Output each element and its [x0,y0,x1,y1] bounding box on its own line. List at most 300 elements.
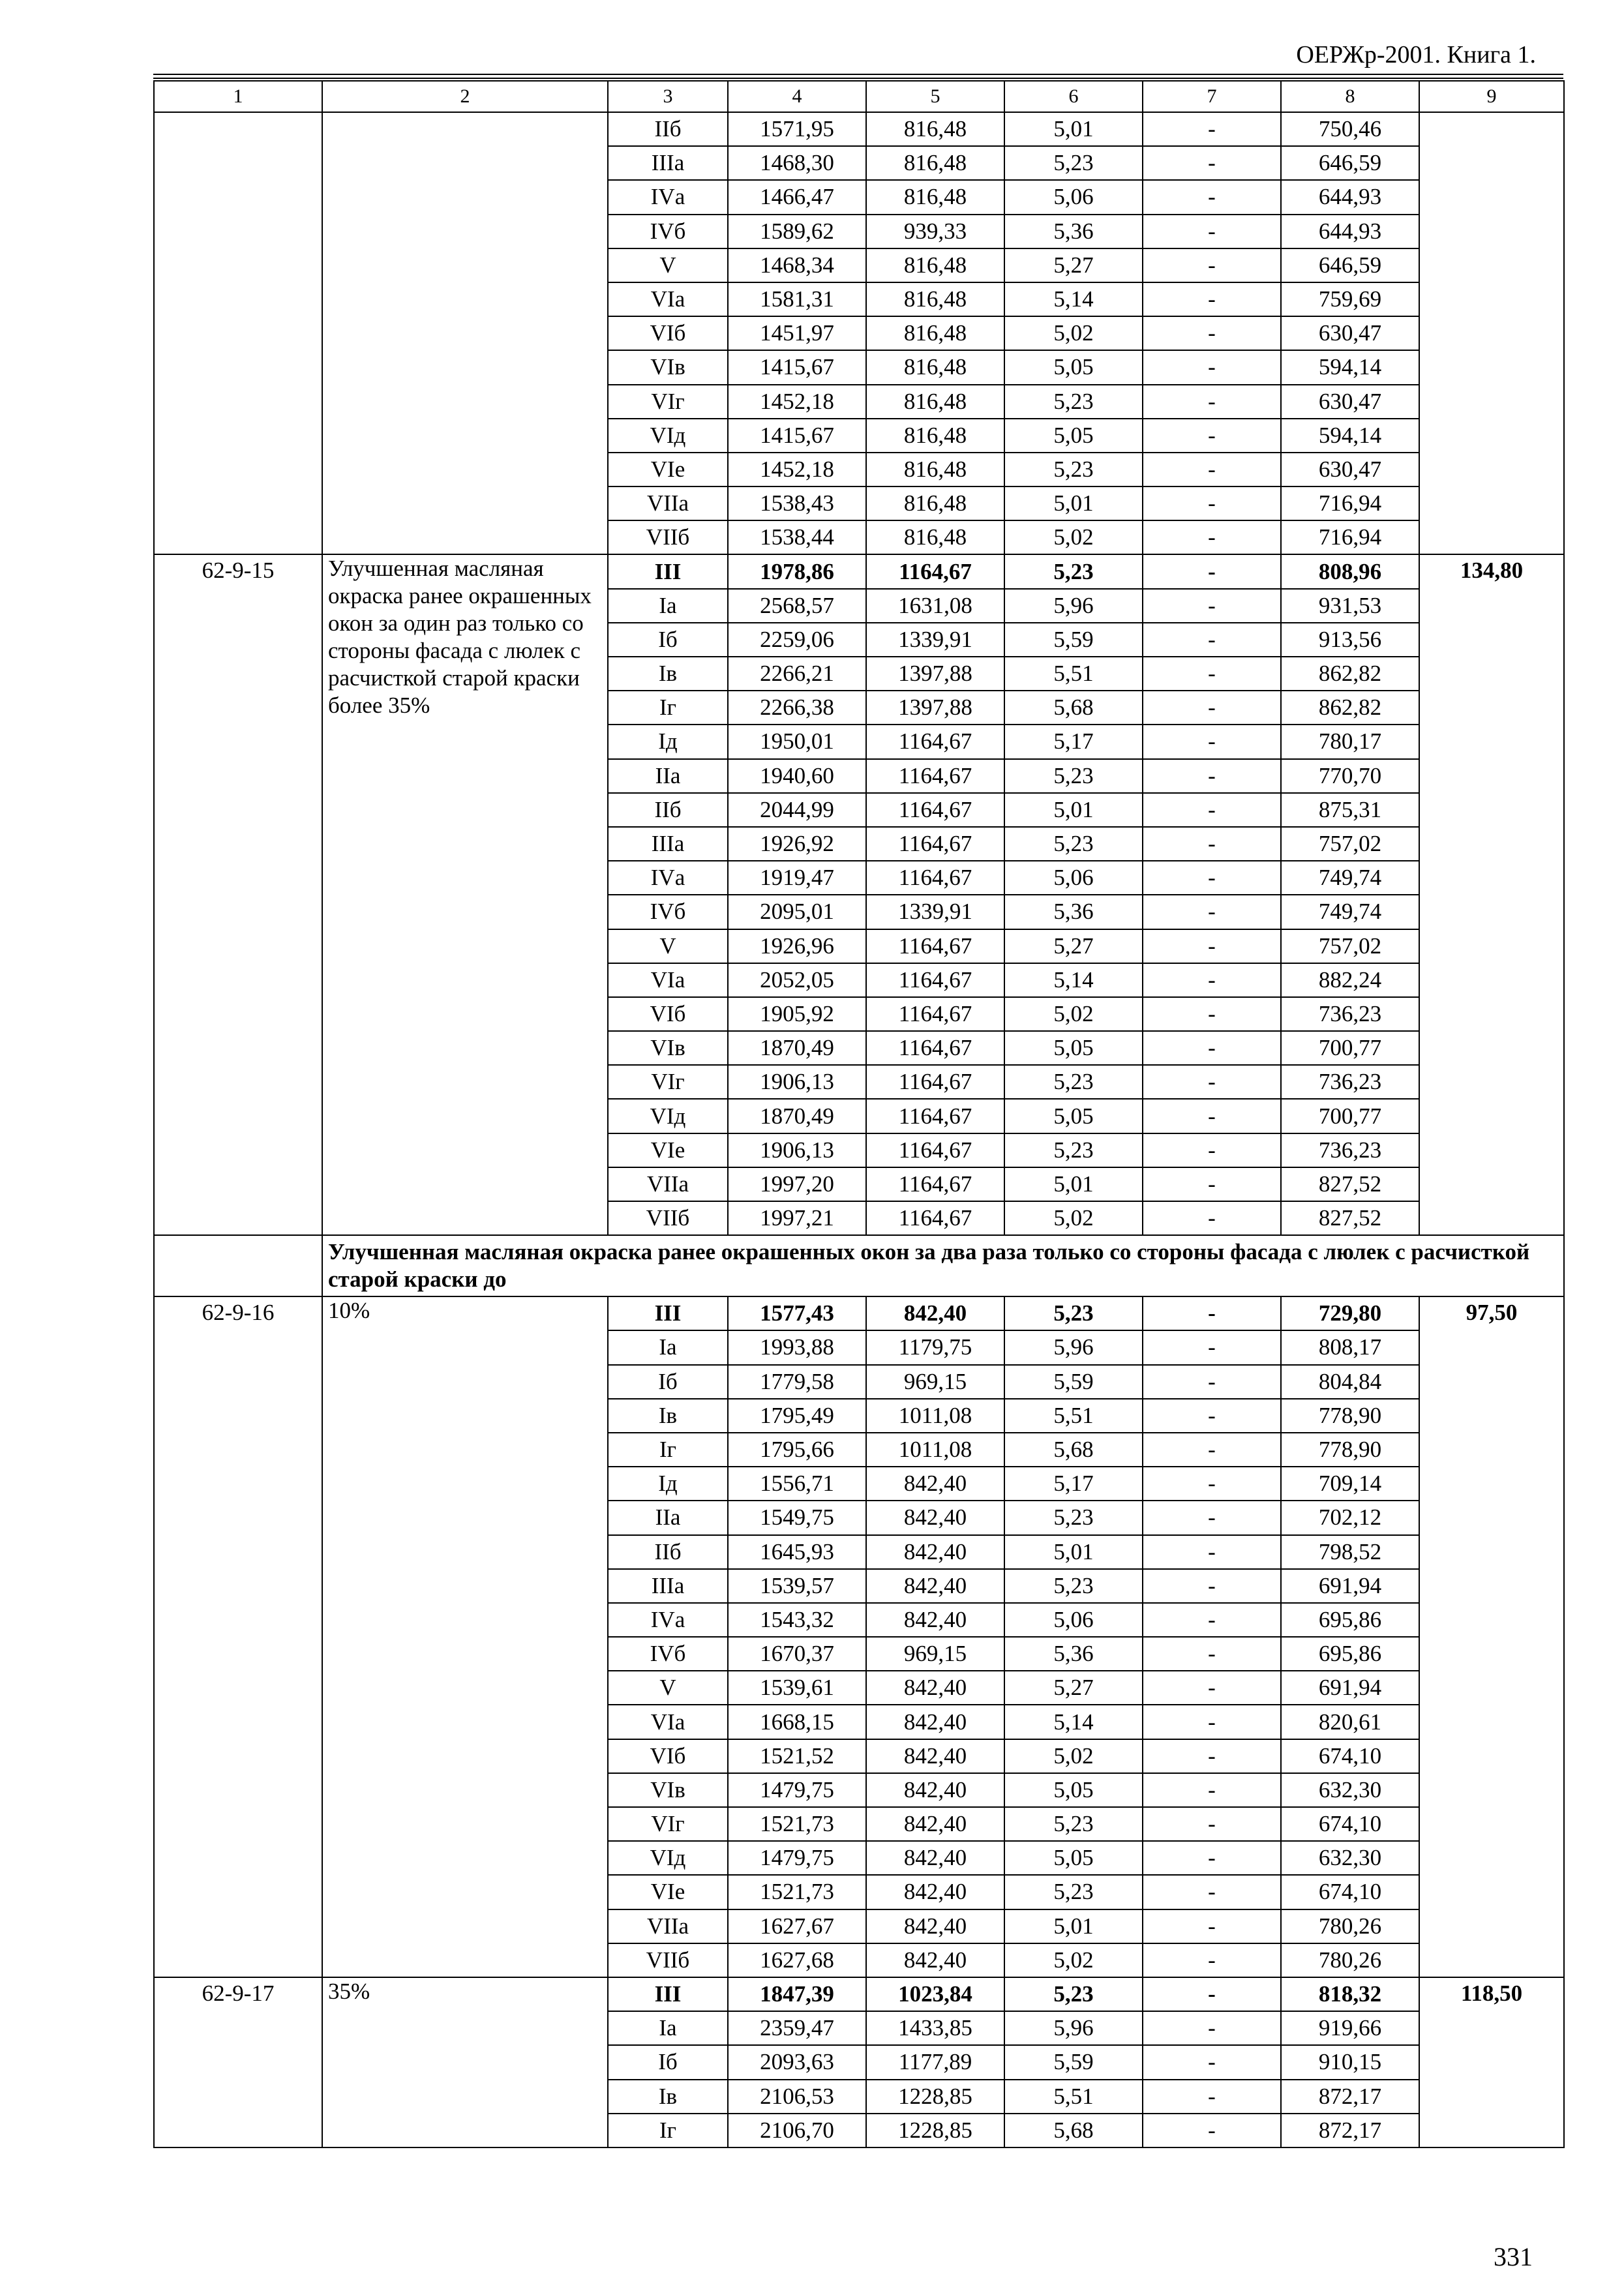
value-cell: 1589,62 [728,215,866,248]
value-cell: 1627,68 [728,1943,866,1977]
extra-cell: 118,50 [1419,1977,1564,2147]
zone-cell: VIIа [608,1909,728,1943]
value-cell: 1164,67 [866,1167,1004,1201]
value-cell: 816,48 [866,419,1004,453]
value-cell: 842,40 [866,1569,1004,1603]
value-cell: - [1143,827,1281,861]
value-cell: 1905,92 [728,997,866,1031]
value-cell: 816,48 [866,520,1004,554]
value-cell: 1228,85 [866,2114,1004,2147]
zone-cell: Iг [608,1433,728,1467]
zone-cell: IIб [608,112,728,146]
zone-cell: IVб [608,895,728,929]
value-cell: - [1143,1031,1281,1065]
value-cell: 1164,67 [866,827,1004,861]
value-cell: 816,48 [866,316,1004,350]
value-cell: - [1143,316,1281,350]
value-cell: - [1143,1875,1281,1909]
zone-cell: IIIа [608,146,728,180]
value-cell: 5,02 [1004,1943,1143,1977]
value-cell: 630,47 [1281,453,1419,486]
zone-cell: Iд [608,1467,728,1501]
value-cell: 1627,67 [728,1909,866,1943]
value-cell: 5,01 [1004,1909,1143,1943]
column-number: 1 [154,81,322,112]
value-cell: 1164,67 [866,963,1004,997]
value-cell: - [1143,2011,1281,2045]
section-title-row [154,1235,1564,1296]
value-cell: 702,12 [1281,1501,1419,1534]
value-cell: 862,82 [1281,657,1419,691]
value-cell: 1670,37 [728,1637,866,1671]
value-cell: 1164,67 [866,1099,1004,1133]
value-cell: - [1143,895,1281,929]
value-cell: 2568,57 [728,589,866,623]
page-header-title: ОЕРЖр-2001. Книга 1. [1296,41,1536,68]
value-cell: - [1143,589,1281,623]
value-cell: 1164,67 [866,861,1004,895]
value-cell: 2044,99 [728,793,866,827]
value-cell: 1164,67 [866,929,1004,963]
value-cell: 5,14 [1004,1705,1143,1739]
value-cell: 5,96 [1004,589,1143,623]
value-cell: 5,23 [1004,1133,1143,1167]
value-cell: 969,15 [866,1365,1004,1399]
value-cell: - [1143,1943,1281,1977]
zone-cell: VIб [608,316,728,350]
value-cell: 910,15 [1281,2045,1419,2079]
value-cell: - [1143,963,1281,997]
code-cell [154,112,322,554]
value-cell: 5,01 [1004,1167,1143,1201]
value-cell: 816,48 [866,282,1004,316]
value-cell: 1339,91 [866,623,1004,657]
value-cell: 1339,91 [866,895,1004,929]
value-cell: 1468,30 [728,146,866,180]
column-number: 3 [608,81,728,112]
value-cell: 5,06 [1004,861,1143,895]
value-cell: 750,46 [1281,112,1419,146]
value-cell: 5,96 [1004,1330,1143,1364]
value-cell: - [1143,1099,1281,1133]
zone-cell: VIIб [608,1943,728,1977]
value-cell: - [1143,997,1281,1031]
value-cell: 862,82 [1281,691,1419,725]
zone-cell: VIв [608,1031,728,1065]
value-cell: - [1143,112,1281,146]
blank-cell [154,1235,322,1296]
value-cell: 2359,47 [728,2011,866,2045]
value-cell: 842,40 [866,1501,1004,1534]
zone-cell: Iа [608,2011,728,2045]
zone-cell: VIг [608,385,728,419]
value-cell: 2266,21 [728,657,866,691]
value-cell: 1993,88 [728,1330,866,1364]
value-cell: 778,90 [1281,1433,1419,1467]
value-cell: - [1143,929,1281,963]
zone-cell: Iб [608,623,728,657]
value-cell: 842,40 [866,1807,1004,1841]
value-cell: 1978,86 [728,554,866,588]
value-cell: 2095,01 [728,895,866,929]
value-cell: 969,15 [866,1637,1004,1671]
value-cell: - [1143,691,1281,725]
value-cell: 5,51 [1004,1399,1143,1433]
value-cell: 1164,67 [866,1031,1004,1065]
value-cell: 695,86 [1281,1603,1419,1637]
value-cell: 5,23 [1004,1065,1143,1099]
value-cell: 1164,67 [866,725,1004,758]
value-cell: 872,17 [1281,2114,1419,2147]
value-cell: - [1143,657,1281,691]
value-cell: - [1143,1773,1281,1807]
value-cell: 5,23 [1004,385,1143,419]
zone-cell: Iа [608,1330,728,1364]
value-cell: 816,48 [866,350,1004,384]
zone-cell: IVа [608,861,728,895]
value-cell: 1011,08 [866,1433,1004,1467]
value-cell: 1795,49 [728,1399,866,1433]
value-cell: 5,17 [1004,1467,1143,1501]
value-cell: 1451,97 [728,316,866,350]
column-number: 7 [1143,81,1281,112]
value-cell: 630,47 [1281,316,1419,350]
value-cell: - [1143,1433,1281,1467]
value-cell: 594,14 [1281,350,1419,384]
value-cell: 5,17 [1004,725,1143,758]
value-cell: 1521,73 [728,1807,866,1841]
value-cell: 5,36 [1004,895,1143,929]
value-cell: - [1143,453,1281,486]
value-cell: 827,52 [1281,1201,1419,1235]
zone-cell: Iв [608,1399,728,1433]
value-cell: 674,10 [1281,1875,1419,1909]
table-row-base [154,1296,1564,1330]
value-cell: 913,56 [1281,623,1419,657]
value-cell: - [1143,1977,1281,2011]
table-row-base [154,554,1564,588]
value-cell: 1521,52 [728,1739,866,1773]
value-cell: 749,74 [1281,861,1419,895]
zone-cell: Iб [608,2045,728,2079]
value-cell: - [1143,554,1281,588]
column-number: 5 [866,81,1004,112]
value-cell: 1164,67 [866,793,1004,827]
value-cell: 1479,75 [728,1773,866,1807]
value-cell: 842,40 [866,1943,1004,1977]
value-cell: 674,10 [1281,1807,1419,1841]
value-cell: 1631,08 [866,589,1004,623]
value-cell: - [1143,2080,1281,2114]
value-cell: 5,96 [1004,2011,1143,2045]
zone-cell: VIIб [608,520,728,554]
value-cell: 875,31 [1281,793,1419,827]
zone-cell: IIа [608,1501,728,1534]
column-number-row [154,81,1564,112]
zone-cell: VIа [608,1705,728,1739]
value-cell: - [1143,623,1281,657]
value-cell: 5,01 [1004,793,1143,827]
header-rule [153,74,1563,75]
value-cell: 5,68 [1004,2114,1143,2147]
value-cell: 1997,20 [728,1167,866,1201]
value-cell: 2093,63 [728,2045,866,2079]
value-cell: 5,59 [1004,2045,1143,2079]
value-cell: 5,14 [1004,282,1143,316]
value-cell: 1779,58 [728,1365,866,1399]
value-cell: 5,01 [1004,1535,1143,1569]
value-cell: - [1143,1330,1281,1364]
value-cell: 2106,70 [728,2114,866,2147]
value-cell: 939,33 [866,215,1004,248]
value-cell: 1521,73 [728,1875,866,1909]
value-cell: 1415,67 [728,350,866,384]
value-cell: 5,51 [1004,657,1143,691]
value-cell: 5,23 [1004,146,1143,180]
column-number: 6 [1004,81,1143,112]
zone-cell: VIг [608,1065,728,1099]
zone-cell: VIв [608,1773,728,1807]
value-cell: 1164,67 [866,1201,1004,1235]
value-cell: 1011,08 [866,1399,1004,1433]
value-cell: 1926,96 [728,929,866,963]
zone-cell: VIIа [608,1167,728,1201]
value-cell: - [1143,1467,1281,1501]
value-cell: 1177,89 [866,2045,1004,2079]
value-cell: 700,77 [1281,1099,1419,1133]
value-cell: - [1143,2045,1281,2079]
value-cell: 2106,53 [728,2080,866,2114]
value-cell: 1466,47 [728,180,866,214]
value-cell: - [1143,1637,1281,1671]
zone-cell: IIIа [608,827,728,861]
zone-cell: VIб [608,997,728,1031]
value-cell: 1906,13 [728,1133,866,1167]
zone-cell: VIд [608,1099,728,1133]
value-cell: 842,40 [866,1467,1004,1501]
value-cell: - [1143,419,1281,453]
zone-cell: VIв [608,350,728,384]
value-cell: 630,47 [1281,385,1419,419]
value-cell: 695,86 [1281,1637,1419,1671]
zone-cell: Iд [608,725,728,758]
value-cell: 1539,61 [728,1671,866,1705]
value-cell: 882,24 [1281,963,1419,997]
value-cell: 780,26 [1281,1943,1419,1977]
column-number: 4 [728,81,866,112]
value-cell: 5,06 [1004,180,1143,214]
value-cell: 1847,39 [728,1977,866,2011]
value-cell: 1997,21 [728,1201,866,1235]
value-cell: 816,48 [866,112,1004,146]
value-cell: 5,36 [1004,1637,1143,1671]
zone-cell: Iг [608,691,728,725]
value-cell: 5,05 [1004,1099,1143,1133]
value-cell: 816,48 [866,486,1004,520]
value-cell: - [1143,1807,1281,1841]
value-cell: 5,27 [1004,248,1143,282]
value-cell: 778,90 [1281,1399,1419,1433]
value-cell: 1164,67 [866,759,1004,793]
code-cell: 62-9-16 [154,1296,322,1977]
value-cell: - [1143,1705,1281,1739]
zone-cell: Iв [608,2080,728,2114]
zone-cell: VIг [608,1807,728,1841]
value-cell: 842,40 [866,1909,1004,1943]
value-cell: 736,23 [1281,997,1419,1031]
value-cell: 749,74 [1281,895,1419,929]
value-cell: - [1143,1296,1281,1330]
zone-cell: VIе [608,453,728,486]
value-cell: 1668,15 [728,1705,866,1739]
extra-cell: 97,50 [1419,1296,1564,1977]
value-cell: 842,40 [866,1875,1004,1909]
value-cell: 5,01 [1004,486,1143,520]
value-cell: 1164,67 [866,554,1004,588]
zone-cell: III [608,1296,728,1330]
value-cell: - [1143,2114,1281,2147]
value-cell: 1870,49 [728,1031,866,1065]
price-table [153,80,1565,2148]
value-cell: 808,17 [1281,1330,1419,1364]
value-cell: 1549,75 [728,1501,866,1534]
value-cell: 1228,85 [866,2080,1004,2114]
value-cell: - [1143,520,1281,554]
zone-cell: IIб [608,1535,728,1569]
value-cell: 816,48 [866,248,1004,282]
zone-cell: VIд [608,419,728,453]
value-cell: 1538,44 [728,520,866,554]
zone-cell: Iг [608,2114,728,2147]
value-cell: 5,23 [1004,827,1143,861]
value-cell: 2259,06 [728,623,866,657]
zone-cell: VIе [608,1133,728,1167]
table-row-base [154,1977,1564,2011]
value-cell: 5,02 [1004,997,1143,1031]
value-cell: - [1143,282,1281,316]
value-cell: 1164,67 [866,1133,1004,1167]
value-cell: 5,68 [1004,1433,1143,1467]
value-cell: 736,23 [1281,1133,1419,1167]
value-cell: 1415,67 [728,419,866,453]
value-cell: 816,48 [866,180,1004,214]
value-cell: 780,26 [1281,1909,1419,1943]
value-cell: 5,23 [1004,554,1143,588]
value-cell: 594,14 [1281,419,1419,453]
value-cell: - [1143,725,1281,758]
value-cell: 5,05 [1004,1031,1143,1065]
value-cell: 5,23 [1004,1569,1143,1603]
value-cell: - [1143,1909,1281,1943]
value-cell: 816,48 [866,453,1004,486]
value-cell: - [1143,793,1281,827]
extra-cell: 134,80 [1419,554,1564,1235]
value-cell: 5,23 [1004,759,1143,793]
value-cell: 842,40 [866,1739,1004,1773]
zone-cell: VIа [608,282,728,316]
value-cell: 798,52 [1281,1535,1419,1569]
value-cell: 5,68 [1004,691,1143,725]
value-cell: 1906,13 [728,1065,866,1099]
description-cell [322,112,608,554]
value-cell: 5,23 [1004,1296,1143,1330]
column-number: 8 [1281,81,1419,112]
value-cell: - [1143,1065,1281,1099]
value-cell: 5,01 [1004,112,1143,146]
page-number: 331 [1494,2242,1533,2271]
value-cell: - [1143,1167,1281,1201]
value-cell: 644,93 [1281,215,1419,248]
value-cell: 700,77 [1281,1031,1419,1065]
zone-cell: Iб [608,1365,728,1399]
value-cell: 2266,38 [728,691,866,725]
value-cell: 709,14 [1281,1467,1419,1501]
zone-cell: III [608,1977,728,2011]
value-cell: 2052,05 [728,963,866,997]
value-cell: 691,94 [1281,1671,1419,1705]
value-cell: 5,06 [1004,1603,1143,1637]
code-cell: 62-9-15 [154,554,322,1235]
value-cell: 816,48 [866,146,1004,180]
value-cell: 5,02 [1004,520,1143,554]
value-cell: 820,61 [1281,1705,1419,1739]
value-cell: 1926,92 [728,827,866,861]
value-cell: 716,94 [1281,520,1419,554]
value-cell: 5,27 [1004,1671,1143,1705]
value-cell: - [1143,1739,1281,1773]
code-cell: 62-9-17 [154,1977,322,2147]
value-cell: 1577,43 [728,1296,866,1330]
value-cell: 1164,67 [866,1065,1004,1099]
zone-cell: VIе [608,1875,728,1909]
value-cell: 1795,66 [728,1433,866,1467]
value-cell: 729,80 [1281,1296,1419,1330]
value-cell: 780,17 [1281,725,1419,758]
value-cell: 842,40 [866,1603,1004,1637]
zone-cell: V [608,1671,728,1705]
value-cell: 818,32 [1281,1977,1419,2011]
section-title: Улучшенная масляная окраска ранее окрашенных окон за два раза только со стороны фасада с люлек с расчисткой старой краски до [322,1235,1564,1296]
value-cell: 5,14 [1004,963,1143,997]
zone-cell: Iа [608,589,728,623]
value-cell: 674,10 [1281,1739,1419,1773]
value-cell: 1543,32 [728,1603,866,1637]
value-cell: 816,48 [866,385,1004,419]
value-cell: 1452,18 [728,385,866,419]
zone-cell: VIа [608,963,728,997]
header-rule-double [153,78,1563,79]
value-cell: 1179,75 [866,1330,1004,1364]
column-number: 9 [1419,81,1564,112]
value-cell: 5,36 [1004,215,1143,248]
value-cell: 5,05 [1004,1841,1143,1875]
zone-cell: VIIа [608,486,728,520]
zone-cell: IVб [608,1637,728,1671]
zone-cell: V [608,929,728,963]
zone-cell: IIб [608,793,728,827]
value-cell: 5,59 [1004,1365,1143,1399]
value-cell: 5,59 [1004,623,1143,657]
value-cell: 842,40 [866,1705,1004,1739]
value-cell: 1940,60 [728,759,866,793]
zone-cell: III [608,554,728,588]
value-cell: 5,05 [1004,350,1143,384]
price-table-body [154,81,1564,2147]
value-cell: - [1143,1841,1281,1875]
value-cell: 1452,18 [728,453,866,486]
value-cell: 1397,88 [866,691,1004,725]
value-cell: 646,59 [1281,146,1419,180]
